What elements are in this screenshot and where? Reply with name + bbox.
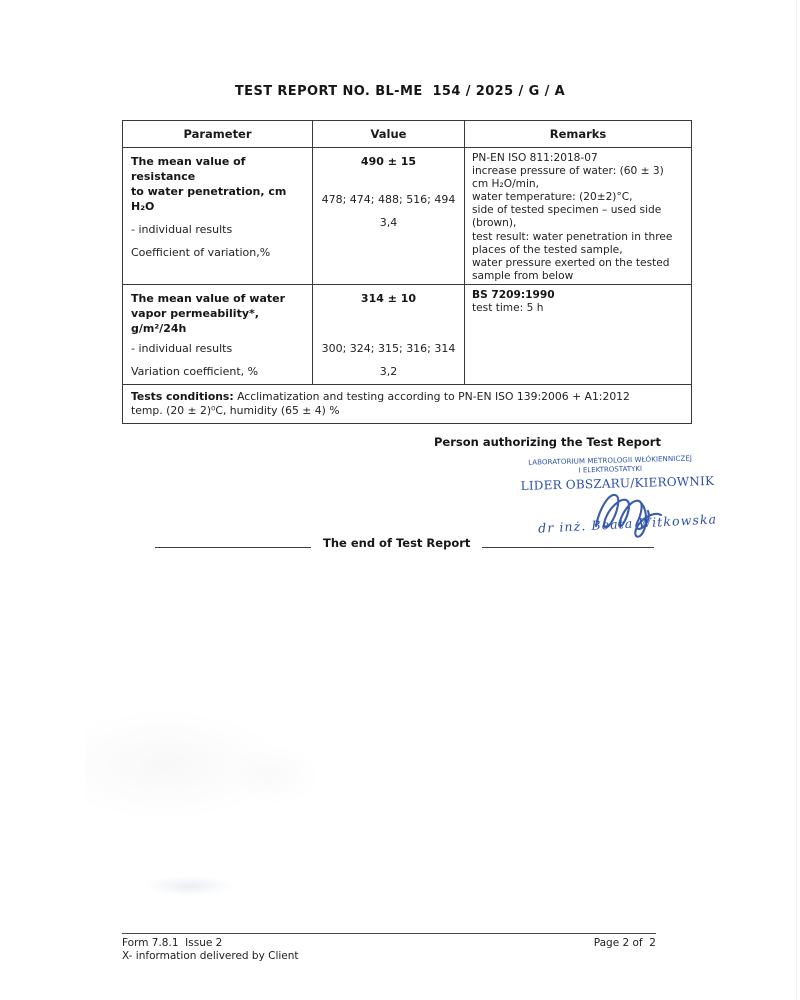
- authorizing-person-heading: Person authorizing the Test Report: [434, 435, 661, 449]
- scan-edge-line: [796, 0, 797, 1000]
- end-of-report: [155, 536, 654, 550]
- column-header-parameter: Parameter: [123, 121, 313, 147]
- page-footer: [122, 933, 656, 962]
- signer-name: dr inż. Beata Witkowska: [537, 511, 718, 536]
- parameter-title: The mean value of water vapor permeability*, g/m²/24h: [131, 292, 286, 335]
- remarks-standard: BS 7209:1990: [472, 289, 555, 301]
- individual-results-values: 300; 324; 315; 316; 314: [321, 342, 456, 355]
- value-cell: [313, 148, 465, 287]
- stamp-role: LIDER OBSZARU/KIEROWNIK: [520, 473, 715, 493]
- report-title: TEST REPORT NO. BL-ME 154 / 2025 / G / A: [234, 84, 566, 99]
- scan-smudge: [85, 710, 285, 820]
- parameter-individual-results-label: - individual results: [131, 342, 233, 355]
- scan-smudge-blue: [146, 876, 234, 896]
- mean-value: 490 ± 15: [360, 155, 417, 168]
- variation-value: 3,4: [379, 216, 398, 229]
- remarks-details: test time: 5 h: [472, 302, 544, 315]
- table-row-vapor-permeability: [123, 285, 691, 385]
- scan-smudge: [230, 745, 320, 805]
- test-conditions-text: Acclimatization and testing according to PN-EN ISO 139:2006 + A1:2012: [233, 390, 630, 403]
- footer-client-note: X- information delivered by Client: [122, 950, 299, 962]
- stamp-lab-name: LABORATORIUM METROLOGII WŁÓKIENNICZEJ: [528, 454, 693, 467]
- footer-form-id: Form 7.8.1 Issue 2: [122, 937, 223, 949]
- test-conditions-row: [123, 385, 691, 423]
- test-conditions-line2: temp. (20 ± 2)⁰C, humidity (65 ± 4) %: [131, 403, 340, 417]
- test-conditions-label: Tests conditions:: [131, 390, 234, 403]
- table-header-row: [123, 121, 691, 148]
- footer-page-number: Page 2 of 2: [593, 937, 656, 949]
- test-conditions-line1: [131, 390, 683, 404]
- end-line-left-rule: [155, 547, 311, 548]
- parameter-cell: [123, 148, 313, 287]
- parameter-variation-label: Coefficient of variation,%: [131, 246, 271, 259]
- variation-value: 3,2: [379, 365, 398, 378]
- parameter-title: The mean value of resistance to water penetration, cm H₂O: [131, 155, 287, 213]
- stamp-lab-name-2: I ELEKTROSTATYKI: [578, 464, 643, 475]
- end-of-report-text: The end of Test Report: [323, 536, 471, 550]
- mean-value: 314 ± 10: [360, 292, 417, 305]
- parameter-individual-results-label: - individual results: [131, 223, 233, 236]
- remarks-cell: [465, 285, 691, 385]
- column-header-value: Value: [313, 121, 465, 147]
- remarks-cell: PN-EN ISO 811:2018-07 increase pressure of water: (60 ± 3) cm H₂O/min, water temperature: (20±2)°C, side of tested specimen – used side (brown), test result: water penetration in three places of the tested sample, water pressure exerted on the tested sample from below: [472, 152, 673, 282]
- column-header-remarks: Remarks: [549, 127, 607, 141]
- parameter-cell: [123, 285, 313, 385]
- individual-results-values: 478; 474; 488; 516; 494: [321, 193, 456, 206]
- results-table: [122, 120, 692, 424]
- end-line-right-rule: [482, 547, 654, 548]
- value-cell: [313, 285, 465, 385]
- parameter-variation-label: Variation coefficient, %: [131, 365, 259, 378]
- table-row-water-penetration: [123, 148, 691, 285]
